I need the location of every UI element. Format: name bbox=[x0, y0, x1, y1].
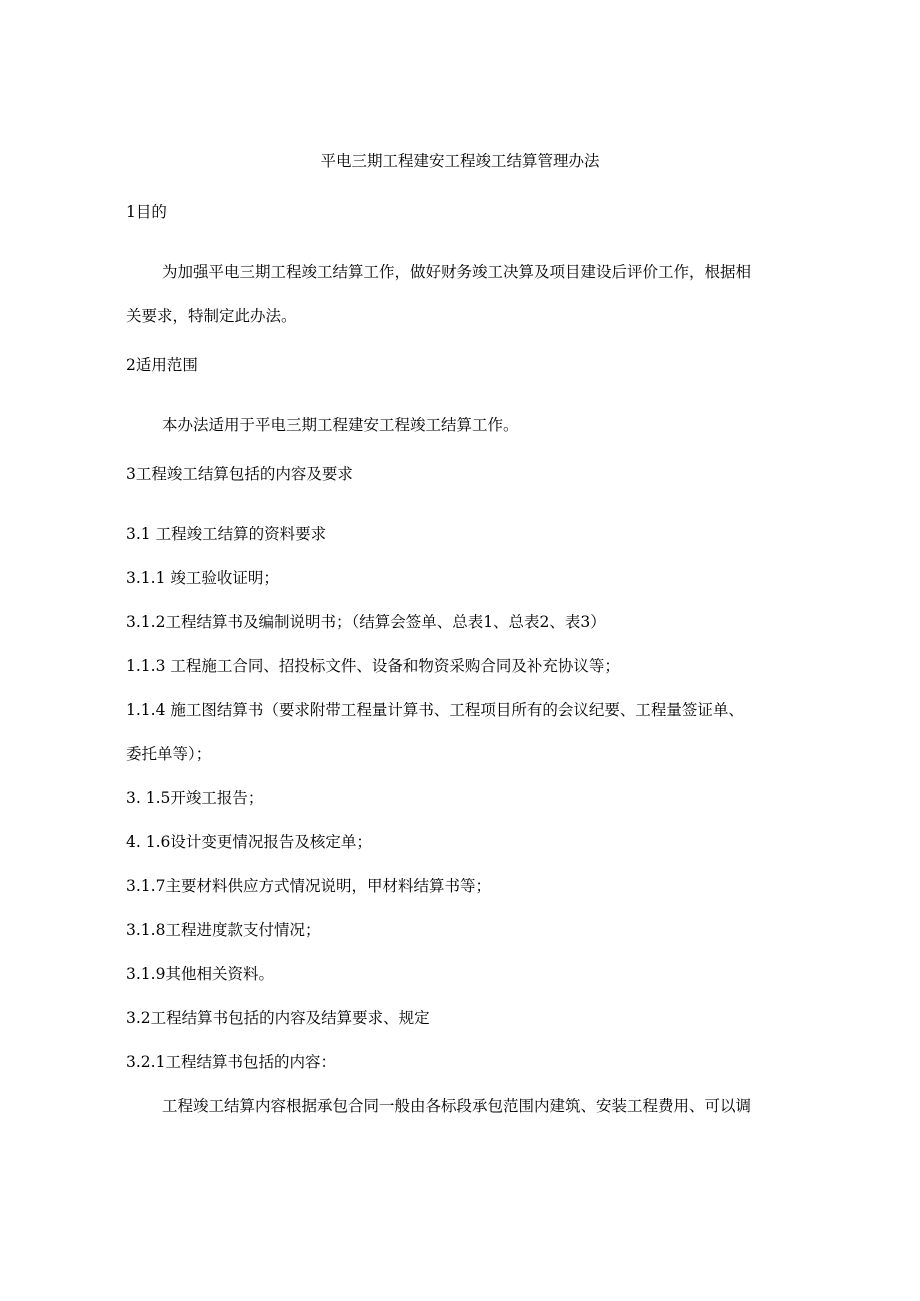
list-item: 3. 1.5开竣工报告； bbox=[126, 789, 264, 807]
section-heading-2: 2适用范围 bbox=[126, 356, 198, 374]
list-item-continuation: 委托单等）； bbox=[126, 745, 212, 763]
paragraph-line: 关要求，特制定此办法。 bbox=[126, 307, 297, 325]
list-item: 1.1.3 工程施工合同、招投标文件、设备和物资采购合同及补充协议等； bbox=[126, 657, 620, 675]
paragraph-line: 工程竣工结算内容根据承包合同一般由各标段承包范围内建筑、安装工程费用、可以调 bbox=[162, 1097, 752, 1115]
paragraph-line: 本办法适用于平电三期工程建安工程竣工结算工作。 bbox=[162, 416, 519, 434]
list-item: 3.1.2工程结算书及编制说明书；（结算会签单、总表1、总表2、表3） bbox=[126, 613, 606, 631]
list-item: 4. 1.6设计变更情况报告及核定单； bbox=[126, 833, 372, 851]
document-title: 平电三期工程建安工程竣工结算管理办法 bbox=[320, 152, 600, 170]
subsection-heading: 3.1 工程竣工结算的资料要求 bbox=[126, 525, 327, 543]
section-heading-1: 1目的 bbox=[126, 203, 167, 221]
subsection-heading: 3.2工程结算书包括的内容及结算要求、规定 bbox=[126, 1009, 430, 1027]
list-item: 3.1.1 竣工验收证明； bbox=[126, 569, 279, 587]
list-item: 3.1.9其他相关资料。 bbox=[126, 965, 274, 983]
section-heading-3: 3工程竣工结算包括的内容及要求 bbox=[126, 465, 353, 483]
subsection-heading: 3.2.1工程结算书包括的内容： bbox=[126, 1053, 336, 1071]
list-item: 3.1.7主要材料供应方式情况说明，甲材料结算书等； bbox=[126, 877, 491, 895]
list-item: 1.1.4 施工图结算书（要求附带工程量计算书、工程项目所有的会议纪要、工程量签证单、 bbox=[126, 701, 744, 719]
paragraph-line: 为加强平电三期工程竣工结算工作，做好财务竣工决算及项目建设后评价工作，根据相 bbox=[162, 263, 752, 281]
list-item: 3.1.8工程进度款支付情况； bbox=[126, 921, 321, 939]
